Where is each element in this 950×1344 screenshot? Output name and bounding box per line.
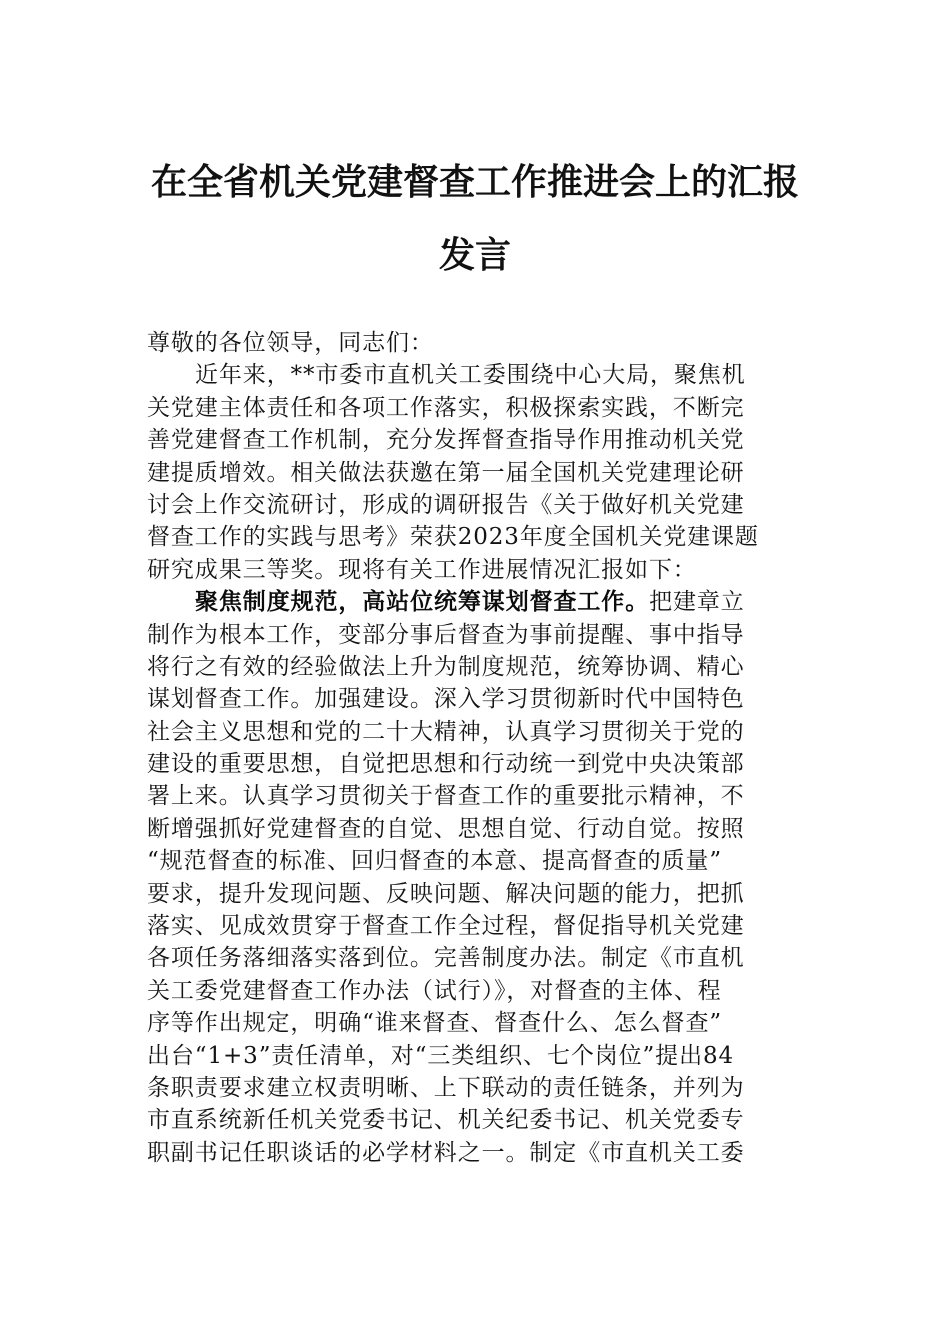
paragraph2-line: 要求，提升发现问题、反映问题、解决问题的能力，把抓 (147, 880, 745, 907)
document-body (147, 327, 807, 1169)
paragraph2-line: 市直系统新任机关党委书记、机关纪委书记、机关党委专 (147, 1107, 745, 1134)
salutation: 尊敬的各位领导，同志们： (147, 330, 434, 356)
paragraph2-line-text: 把建章立 (649, 589, 745, 616)
paragraph2-line: 各项任务落细落实落到位。完善制度办法。制定《市直机 (147, 945, 745, 972)
paragraph2-line: 署上来。认真学习贯彻关于督查工作的重要批示精神，不 (147, 783, 745, 810)
paragraph1-line (147, 359, 807, 391)
paragraph2-line: 谋划督查工作。加强建设。深入学习贯彻新时代中国特色 (147, 686, 745, 713)
paragraph1-line: 讨会上作交流研讨，形成的调研报告《关于做好机关党建 (147, 491, 745, 518)
paragraph2-line: 出台“1+3”责任清单，对“三类组织、七个岗位”提出84 (147, 1042, 735, 1069)
paragraph2-line: 序等作出规定，明确“谁来督查、督查什么、怎么督查” (147, 1010, 723, 1037)
paragraph2-line: 社会主义思想和党的二十大精神，认真学习贯彻关于党的 (147, 718, 745, 745)
document-title-line-2: 发言 (438, 234, 511, 276)
paragraph1-line: 研究成果三等奖。现将有关工作进展情况汇报如下： (147, 556, 697, 583)
paragraph1-line: 督查工作的实践与思考》荣获2023年度全国机关党建课题 (147, 524, 759, 551)
paragraph2-line: 建设的重要思想，自觉把思想和行动统一到党中央决策部 (147, 751, 745, 778)
paragraph2-line: 关工委党建督查工作办法（试行）》，对督查的主体、程 (147, 977, 722, 1004)
document-title-line-1: 在全省机关党建督查工作推进会上的汇报 (150, 161, 799, 203)
paragraph1-line-text: 近年来，**市委市直机关工委围绕中心大局，聚焦机 (195, 362, 746, 389)
paragraph2-line (147, 586, 807, 618)
paragraph2-line: 断增强抓好党建督查的自觉、思想自觉、行动自觉。按照 (147, 815, 745, 842)
paragraph1-line: 善党建督查工作机制，充分发挥督查指导作用推动机关党 (147, 427, 745, 454)
paragraph1-line: 建提质增效。相关做法获邀在第一届全国机关党建理论研 (147, 459, 745, 486)
paragraph2-line: 落实、见成效贯穿于督查工作全过程，督促指导机关党建 (147, 913, 745, 940)
paragraph2-line: 制作为根本工作，变部分事后督查为事前提醒、事中指导 (147, 621, 745, 648)
paragraph2-line: “规范督查的标准、回归督查的本意、提高督查的质量” (147, 848, 723, 875)
paragraph2-line: 职副书记任职谈话的必学材料之一。制定《市直机关工委 (147, 1139, 745, 1166)
paragraph1-line: 关党建主体责任和各项工作落实，积极探索实践，不断完 (147, 394, 745, 421)
paragraph2-line: 条职责要求建立权责明晰、上下联动的责任链条，并列为 (147, 1074, 745, 1101)
section-heading: 聚焦制度规范，高站位统筹谋划督查工作。 (195, 588, 650, 616)
paragraph2-line: 将行之有效的经验做法上升为制度规范，统筹协调、精心 (147, 653, 745, 680)
